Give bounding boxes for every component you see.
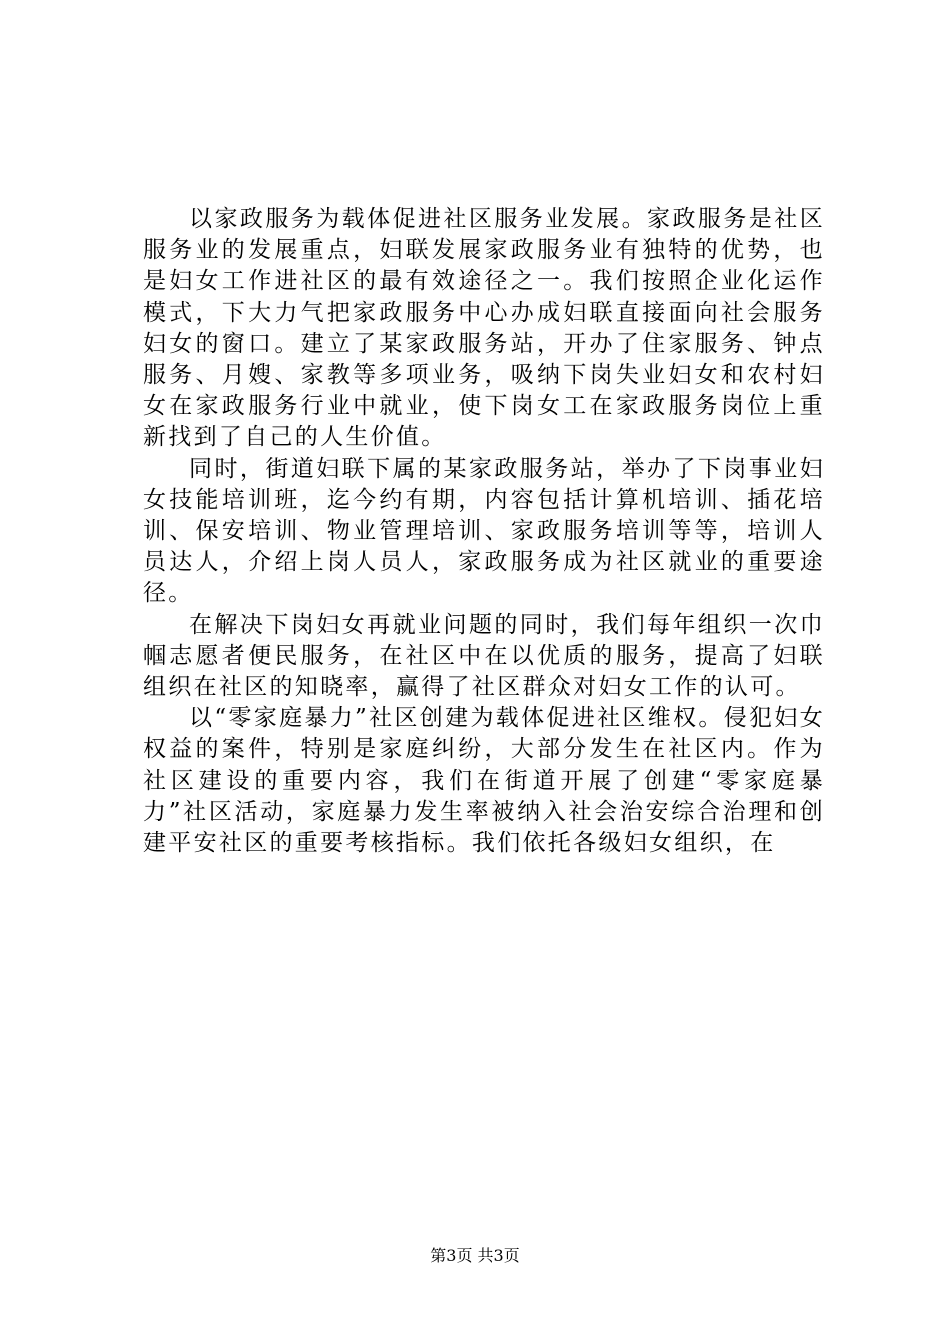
paragraph-4: 以“零家庭暴力”社区创建为载体促进社区维权。侵犯妇女权益的案件，特别是家庭纠纷，大部分发生在社区内。作为社区建设的重要内容，我们在街道开展了创建“零家庭暴力”社区活动，家庭暴力发生率被纳入社会治安综合治理和创建平安社区的重要考核指标。我们依托各级妇女组织，在: [143, 705, 825, 857]
paragraph-2: 同时，街道妇联下属的某家政服务站，举办了下岗事业妇女技能培训班，迄今约有期，内容包括计算机培训、插花培训、保安培训、物业管理培训、家政服务培训等等，培训人员达人，介绍上岗人员人，家政服务成为社区就业的重要途径。: [143, 455, 825, 607]
page-number-footer: 第3页 共3页: [430, 1246, 520, 1265]
document-body: [143, 204, 825, 859]
paragraph-3: 在解决下岗妇女再就业问题的同时，我们每年组织一次巾帼志愿者便民服务，在社区中在以优质的服务，提高了妇联组织在社区的知晓率，赢得了社区群众对妇女工作的认可。: [143, 611, 825, 701]
paragraph-1: 以家政服务为载体促进社区服务业发展。家政服务是社区服务业的发展重点，妇联发展家政服务业有独特的优势，也是妇女工作进社区的最有效途径之一。我们按照企业化运作模式，下大力气把家政服务中心办成妇联直接面向社会服务妇女的窗口。建立了某家政服务站，开办了住家服务、钟点服务、月嫂、家教等多项业务，吸纳下岗失业妇女和农村妇女在家政服务行业中就业，使下岗女工在家政服务岗位上重新找到了自己的人生价值。: [143, 206, 825, 451]
